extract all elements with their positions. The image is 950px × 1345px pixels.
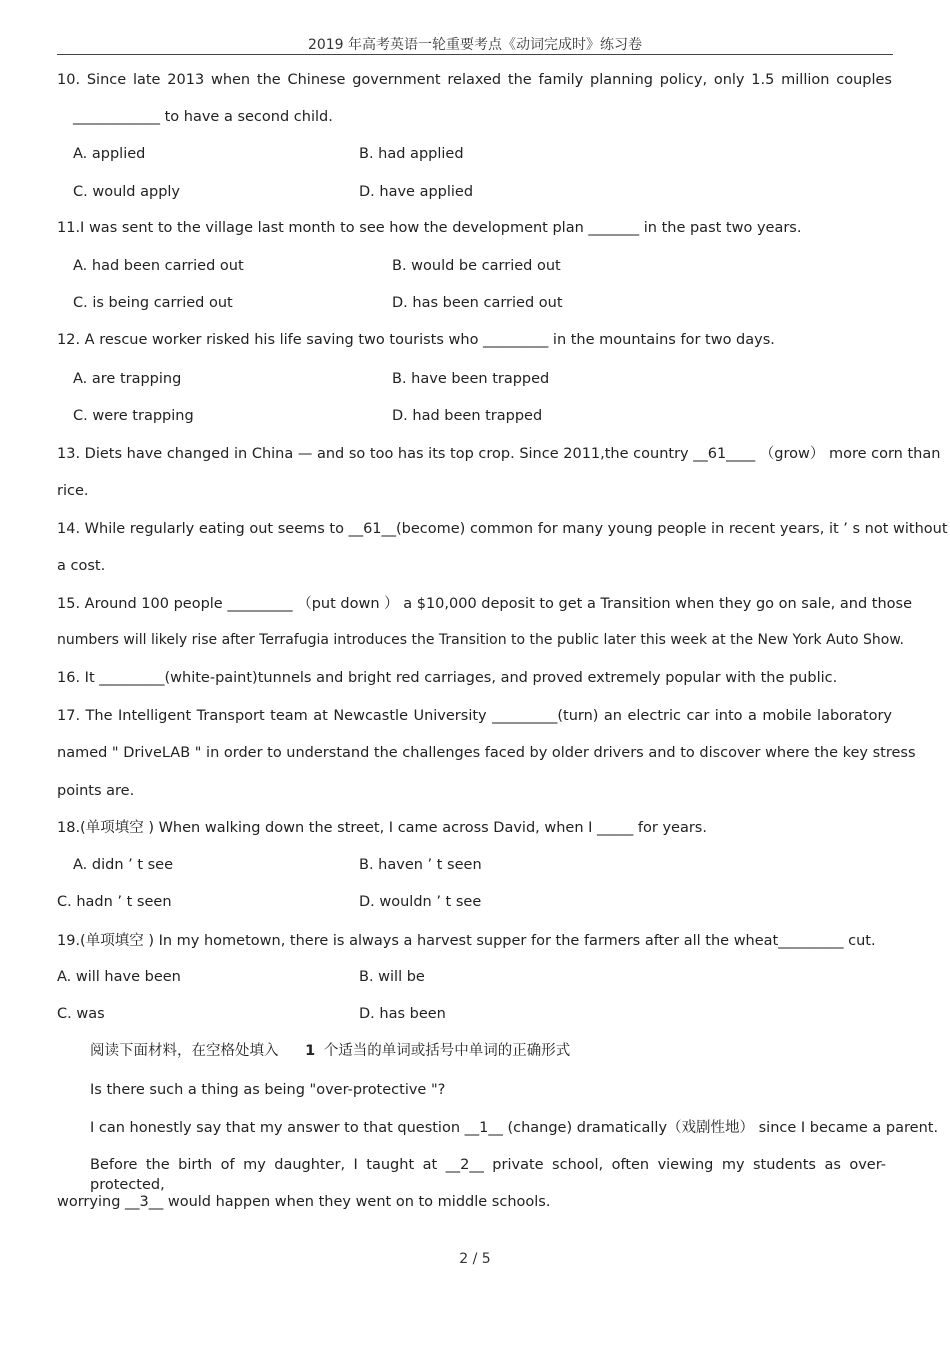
question-19-option-c: C. was <box>57 1006 105 1022</box>
question-10-continuation: ____________ to have a second child. <box>73 109 333 125</box>
question-14-continuation: a cost. <box>57 558 106 574</box>
header-divider <box>57 54 893 55</box>
question-18-option-b: B. haven ’ t seen <box>359 857 482 873</box>
question-18-stem: 18.(单项填空 ) When walking down the street, I came across David, when I _____ for years. <box>57 820 707 836</box>
question-10-option-c: C. would apply <box>73 184 181 200</box>
passage-instruction-number: 1 <box>305 1043 316 1059</box>
question-12-option-b: B. have been trapped <box>392 371 550 387</box>
question-15-continuation: numbers will likely rise after Terrafugia introduces the Transition to the public later this week at the New York Auto Show. <box>57 632 904 648</box>
question-11-option-d: D. has been carried out <box>392 295 563 311</box>
page-header-title: 2019 年高考英语一轮重要考点《动词完成时》练习卷 <box>307 37 643 53</box>
question-11-stem: 11.I was sent to the village last month to see how the development plan _______ in the past two years. <box>57 220 802 236</box>
question-18-option-a: A. didn ’ t see <box>73 857 174 873</box>
question-10-option-a: A. applied <box>73 146 146 162</box>
question-19-option-d: D. has been <box>359 1006 446 1022</box>
passage-title: Is there such a thing as being "over-protective "? <box>90 1082 446 1098</box>
passage-instruction-post: 个适当的单词或括号中单词的正确形式 <box>323 1043 571 1059</box>
question-17-stem: 17. The Intelligent Transport team at Newcastle University _________(turn) an electric car into a mobile laboratory <box>57 708 892 724</box>
question-11-option-b: B. would be carried out <box>392 258 561 274</box>
question-13-stem: 13. Diets have changed in China — and so too has its top crop. Since 2011,the country __61____ （grow） more corn than <box>57 446 941 462</box>
question-19-stem: 19.(单项填空 ) In my hometown, there is always a harvest supper for the farmers after all the wheat_________ cut. <box>57 933 876 949</box>
question-10-option-b: B. had applied <box>359 146 464 162</box>
question-16-stem: 16. It _________(white-paint)tunnels and bright red carriages, and proved extremely popular with the public. <box>57 670 838 686</box>
question-17-continuation: named " DriveLAB " in order to understand the challenges faced by older drivers and to discover where the key stress <box>57 745 916 761</box>
passage-paragraph-1: I can honestly say that my answer to that question __1__ (change) dramatically（戏剧性地） since I became a parent. <box>90 1120 939 1136</box>
question-10-stem: 10. Since late 2013 when the Chinese government relaxed the family planning policy, only 1.5 million couples <box>57 72 892 88</box>
question-18-option-d: D. wouldn ’ t see <box>359 894 482 910</box>
passage-paragraph-2: Before the birth of my daughter, I taught at __2__ private school, often viewing my students as over-protected, <box>90 1157 886 1193</box>
question-13-continuation: rice. <box>57 483 89 499</box>
passage-instruction-pre: 阅读下面材料，在空格处填入 <box>90 1043 279 1059</box>
question-12-option-d: D. had been trapped <box>392 408 543 424</box>
question-18-option-c: C. hadn ’ t seen <box>57 894 172 910</box>
question-14-stem: 14. While regularly eating out seems to __61__(become) common for many young people in recent years, it ’ s not without <box>57 521 948 537</box>
question-17-continuation-2: points are. <box>57 783 135 799</box>
question-19-option-b: B. will be <box>359 969 425 985</box>
question-12-option-c: C. were trapping <box>73 408 194 424</box>
question-19-option-a: A. will have been <box>57 969 181 985</box>
question-12-option-a: A. are trapping <box>73 371 182 387</box>
question-11-option-a: A. had been carried out <box>73 258 244 274</box>
question-10-option-d: D. have applied <box>359 184 474 200</box>
question-11-option-c: C. is being carried out <box>73 295 233 311</box>
passage-paragraph-2-continuation: worrying __3__ would happen when they went on to middle schools. <box>57 1194 551 1210</box>
passage-instruction <box>90 1041 570 1061</box>
question-12-stem: 12. A rescue worker risked his life saving two tourists who _________ in the mountains for two days. <box>57 332 775 348</box>
page-number: 2 / 5 <box>459 1251 491 1267</box>
question-15-stem: 15. Around 100 people _________ （put down ） a $10,000 deposit to get a Transition when they go on sale, and those <box>57 596 913 612</box>
